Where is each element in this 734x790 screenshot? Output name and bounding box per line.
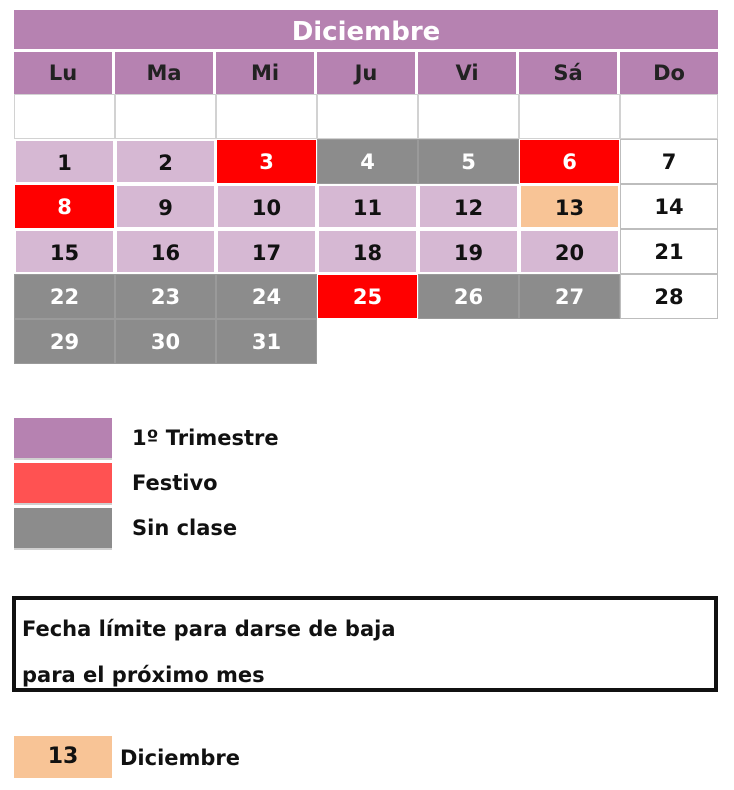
day-cell: 14 [620, 184, 718, 229]
legend-label: Festivo [132, 471, 218, 495]
empty-cell [519, 319, 620, 364]
weekday-header-cell: Mi [216, 52, 317, 94]
weekday-header [14, 52, 718, 94]
empty-cell [620, 94, 718, 139]
day-cell: 3 [216, 139, 317, 184]
empty-cell [519, 94, 620, 139]
day-cell: 16 [115, 229, 216, 274]
day-cell: 21 [620, 229, 718, 274]
empty-cell [418, 94, 519, 139]
day-cell: 9 [115, 184, 216, 229]
weekday-header-cell: Ju [317, 52, 418, 94]
day-grid [14, 94, 718, 364]
day-cell: 15 [14, 229, 115, 274]
weekday-header-cell: Lu [14, 52, 115, 94]
calendar [14, 10, 718, 364]
day-cell: 18 [317, 229, 418, 274]
day-cell: 11 [317, 184, 418, 229]
weekday-header-cell: Vi [418, 52, 519, 94]
weekday-header-cell: Do [620, 52, 718, 94]
legend-label: 1º Trimestre [132, 426, 279, 450]
legend-swatch [14, 418, 112, 460]
day-cell: 23 [115, 274, 216, 319]
day-cell: 28 [620, 274, 718, 319]
empty-cell [14, 94, 115, 139]
day-cell: 22 [14, 274, 115, 319]
empty-cell [418, 319, 519, 364]
deadline-date-swatch: 13 [14, 736, 112, 778]
weekday-header-cell: Ma [115, 52, 216, 94]
legend-label: Sin clase [132, 516, 238, 540]
day-cell: 30 [115, 319, 216, 364]
day-cell: 20 [519, 229, 620, 274]
empty-cell [216, 94, 317, 139]
day-cell: 29 [14, 319, 115, 364]
day-cell: 8 [14, 184, 115, 229]
deadline-text-line-2: para el próximo mes [22, 663, 265, 687]
deadline-text-line-1: Fecha límite para darse de baja [22, 617, 396, 641]
day-cell: 10 [216, 184, 317, 229]
deadline-month-label: Diciembre [120, 746, 241, 770]
day-cell: 1 [14, 139, 115, 184]
legend-swatch [14, 463, 112, 505]
day-cell: 17 [216, 229, 317, 274]
day-cell: 26 [418, 274, 519, 319]
day-cell: 7 [620, 139, 718, 184]
empty-cell [317, 319, 418, 364]
empty-cell [620, 319, 718, 364]
day-cell: 2 [115, 139, 216, 184]
day-cell: 5 [418, 139, 519, 184]
day-cell: 25 [317, 274, 418, 319]
day-cell: 24 [216, 274, 317, 319]
day-cell: 27 [519, 274, 620, 319]
day-cell: 19 [418, 229, 519, 274]
day-cell: 4 [317, 139, 418, 184]
deadline-notice [12, 596, 718, 692]
month-title: Diciembre [14, 10, 718, 52]
weekday-header-cell: Sá [519, 52, 620, 94]
empty-cell [115, 94, 216, 139]
day-cell: 6 [519, 139, 620, 184]
day-cell: 31 [216, 319, 317, 364]
day-cell: 13 [519, 184, 620, 229]
empty-cell [317, 94, 418, 139]
legend-swatch [14, 508, 112, 550]
day-cell: 12 [418, 184, 519, 229]
